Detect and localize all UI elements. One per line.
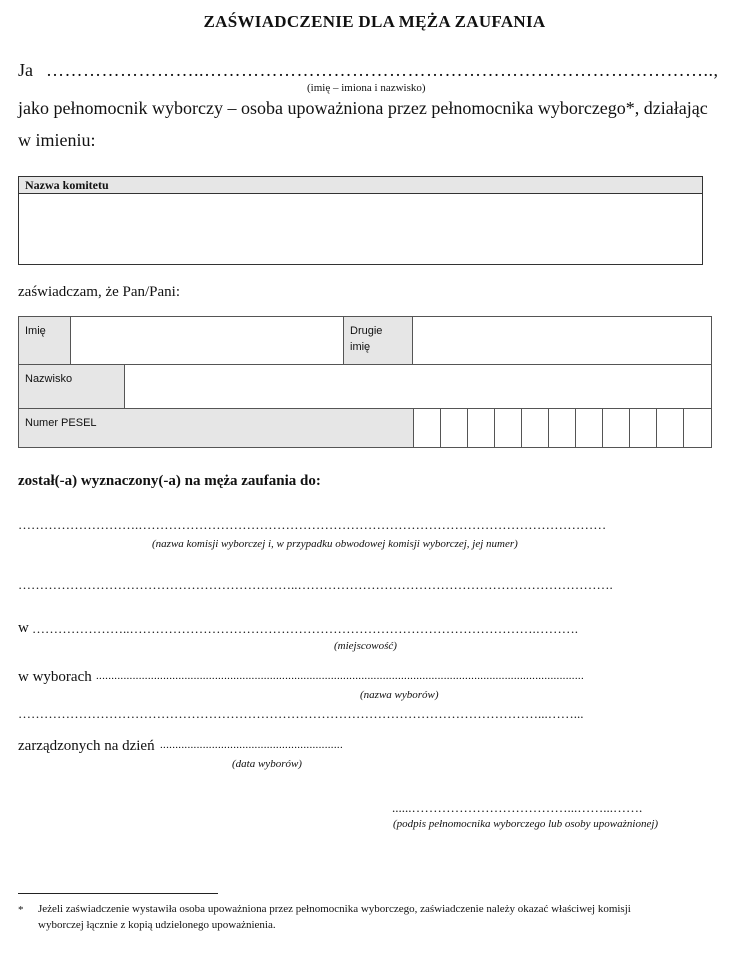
place-caption: (miejscowość) — [334, 640, 397, 652]
second-name-label-2: imię — [350, 341, 371, 353]
pesel-digit-box[interactable] — [521, 408, 549, 448]
elections-caption: (nazwa wyborów) — [360, 689, 439, 701]
place-prefix: w — [18, 620, 29, 636]
date-dots-field[interactable]: ............................................................ — [160, 739, 343, 751]
signature-dots-field[interactable]: ......………………………………...……...……. — [392, 800, 643, 815]
pesel-label: Numer PESEL — [25, 417, 97, 429]
elections-prefix: w wyborach — [18, 669, 92, 685]
name-caption: (imię – imiona i nazwisko) — [307, 82, 426, 94]
ja-prefix: Ja — [18, 60, 33, 80]
committee-box — [18, 176, 703, 265]
pesel-digit-box[interactable] — [575, 408, 603, 448]
pesel-digit-box[interactable] — [683, 408, 712, 448]
commission-dots-field-2[interactable]: ………………………………………………………..………………………………………………………………. — [18, 577, 613, 592]
second-name-label-1: Drugie — [350, 325, 383, 337]
first-name-label-cell — [18, 316, 71, 365]
committee-label: Nazwa komitetu — [25, 178, 109, 192]
surname-label: Nazwisko — [25, 373, 73, 385]
footnote-mark: * — [18, 904, 24, 916]
commission-caption: (nazwa komisji wyborczej i, w przypadku obwodowej komisji wyborczej, jej numer) — [152, 538, 518, 550]
date-caption: (data wyborów) — [232, 758, 302, 770]
footnote-divider — [18, 893, 218, 894]
pesel-digit-box[interactable] — [440, 408, 468, 448]
proxy-text: jako pełnomocnik wyborczy – osoba upoważniona przez pełnomocnika wyborczego*, działając — [18, 98, 708, 118]
pesel-digit-box[interactable] — [602, 408, 630, 448]
appointed-heading: został(-a) wyznaczony(-a) na męża zaufania do: — [18, 473, 321, 489]
on-behalf-text: w imieniu: — [18, 130, 96, 150]
pesel-digit-box[interactable] — [548, 408, 576, 448]
ordered-prefix: zarządzonych na dzień — [18, 738, 155, 754]
committee-name-field[interactable] — [19, 194, 702, 264]
pesel-digit-box[interactable] — [494, 408, 522, 448]
surname-field[interactable] — [124, 364, 712, 409]
second-name-label-cell — [343, 316, 413, 365]
pesel-label-cell — [18, 408, 414, 448]
first-name-field[interactable] — [70, 316, 344, 365]
name-dots-field[interactable]: ……………………..……………………………………………………………………….., — [46, 60, 719, 80]
document-title: ZAŚWIADCZENIE DLA MĘŻA ZAUFANIA — [203, 12, 546, 31]
elections-dots-field-2[interactable]: …………………………………………………………………………………………………………...……... — [18, 706, 584, 721]
footnote-line-1: Jeżeli zaświadczenie wystawiła osoba upoważniona przez pełnomocnika wyborczego, zaświadczenie należy okazać właściwej komisji — [38, 903, 631, 915]
place-dots-field[interactable]: …………………..………………………………………………………………………………….………. — [32, 621, 578, 636]
pesel-digit-box[interactable] — [629, 408, 657, 448]
footnote-line-2: wyborczej łącznie z kopią udzielonego upoważnienia. — [38, 919, 276, 931]
certify-text: zaświadczam, że Pan/Pani: — [18, 284, 181, 300]
first-name-label: Imię — [25, 325, 46, 337]
committee-header — [19, 177, 702, 194]
pesel-digit-box[interactable] — [413, 408, 441, 448]
commission-dots-field[interactable]: ……………………….……………………………………………………………………………………………… — [18, 517, 607, 532]
second-name-field[interactable] — [412, 316, 712, 365]
surname-label-cell — [18, 364, 125, 409]
pesel-digit-box[interactable] — [656, 408, 684, 448]
signature-caption: (podpis pełnomocnika wyborczego lub osoby upoważnionej) — [393, 818, 659, 830]
elections-dots-field[interactable]: ................................................................................................................................................................ — [96, 670, 584, 682]
pesel-digit-box[interactable] — [467, 408, 495, 448]
